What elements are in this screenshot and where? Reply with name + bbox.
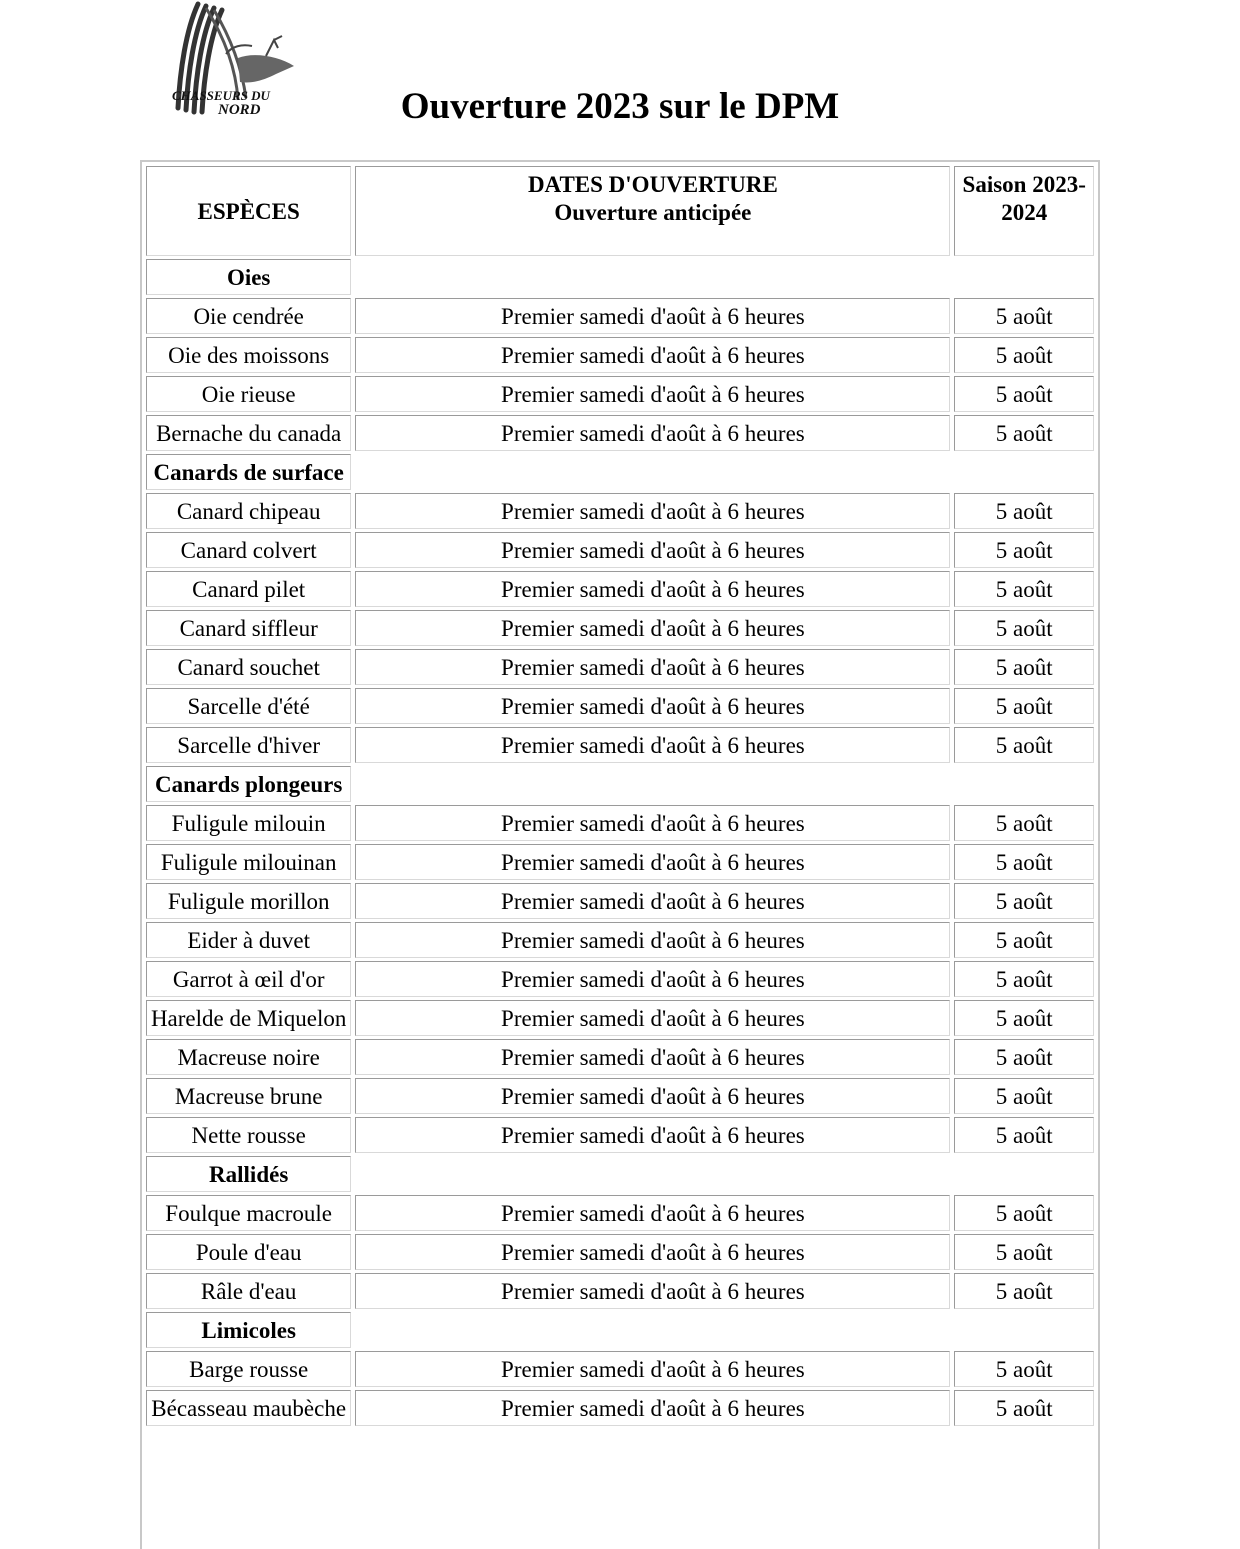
species-cell: Nette rousse <box>146 1117 351 1153</box>
date-cell: Premier samedi d'août à 6 heures <box>355 532 950 568</box>
date-cell: Premier samedi d'août à 6 heures <box>355 415 950 451</box>
season-cell: 5 août <box>954 844 1094 880</box>
species-cell: Fuligule milouinan <box>146 844 351 880</box>
category-label: Rallidés <box>146 1156 351 1192</box>
season-cell: 5 août <box>954 610 1094 646</box>
date-cell: Premier samedi d'août à 6 heures <box>355 571 950 607</box>
table-row <box>146 727 1094 763</box>
header-season-line2: 2024 <box>1001 200 1048 225</box>
date-cell: Premier samedi d'août à 6 heures <box>355 727 950 763</box>
logo-line1: CHASSEURS DU <box>172 88 270 103</box>
species-cell: Barge rousse <box>146 1351 351 1387</box>
table-row <box>146 961 1094 997</box>
season-cell: 5 août <box>954 1273 1094 1309</box>
table-row <box>146 1351 1094 1387</box>
species-cell: Eider à duvet <box>146 922 351 958</box>
season-cell: 5 août <box>954 1039 1094 1075</box>
date-cell: Premier samedi d'août à 6 heures <box>355 1039 950 1075</box>
date-cell: Premier samedi d'août à 6 heures <box>355 337 950 373</box>
season-cell: 5 août <box>954 1390 1094 1426</box>
species-cell: Râle d'eau <box>146 1273 351 1309</box>
opening-dates-table <box>140 160 1100 1549</box>
species-cell: Sarcelle d'été <box>146 688 351 724</box>
category-row <box>146 1312 1094 1348</box>
date-cell: Premier samedi d'août à 6 heures <box>355 493 950 529</box>
header-species: ESPÈCES <box>146 166 351 256</box>
table-row <box>146 298 1094 334</box>
table-row <box>146 1273 1094 1309</box>
date-cell: Premier samedi d'août à 6 heures <box>355 961 950 997</box>
table-row <box>146 532 1094 568</box>
species-cell: Canard souchet <box>146 649 351 685</box>
table-row <box>146 1195 1094 1231</box>
page-title: Ouverture 2023 sur le DPM <box>400 86 840 127</box>
date-cell: Premier samedi d'août à 6 heures <box>355 805 950 841</box>
date-cell: Premier samedi d'août à 6 heures <box>355 1390 950 1426</box>
species-cell: Foulque macroule <box>146 1195 351 1231</box>
table-row <box>146 805 1094 841</box>
season-cell: 5 août <box>954 1195 1094 1231</box>
empty-cell <box>355 259 950 295</box>
date-cell: Premier samedi d'août à 6 heures <box>355 1234 950 1270</box>
table-row <box>146 1117 1094 1153</box>
date-cell: Premier samedi d'août à 6 heures <box>355 298 950 334</box>
season-cell: 5 août <box>954 1234 1094 1270</box>
season-cell: 5 août <box>954 1351 1094 1387</box>
species-cell: Sarcelle d'hiver <box>146 727 351 763</box>
date-cell: Premier samedi d'août à 6 heures <box>355 610 950 646</box>
species-cell: Oie cendrée <box>146 298 351 334</box>
logo-line2: NORD <box>218 102 261 118</box>
season-cell: 5 août <box>954 571 1094 607</box>
header-season-line1: Saison 2023- <box>962 172 1086 197</box>
table-row <box>146 376 1094 412</box>
header-dates-line1: DATES D'OUVERTURE <box>527 172 778 197</box>
category-label: Canards plongeurs <box>146 766 351 802</box>
table-row <box>146 1078 1094 1114</box>
species-cell: Poule d'eau <box>146 1234 351 1270</box>
species-cell: Garrot à œil d'or <box>146 961 351 997</box>
empty-cell <box>355 1156 950 1192</box>
empty-cell <box>954 766 1094 802</box>
date-cell: Premier samedi d'août à 6 heures <box>355 844 950 880</box>
empty-cell <box>355 1312 950 1348</box>
header-season <box>954 166 1094 256</box>
empty-cell <box>954 259 1094 295</box>
season-cell: 5 août <box>954 493 1094 529</box>
date-cell: Premier samedi d'août à 6 heures <box>355 1195 950 1231</box>
season-cell: 5 août <box>954 1078 1094 1114</box>
table-row <box>146 922 1094 958</box>
season-cell: 5 août <box>954 337 1094 373</box>
season-cell: 5 août <box>954 1117 1094 1153</box>
category-row <box>146 1156 1094 1192</box>
species-cell: Harelde de Miquelon <box>146 1000 351 1036</box>
species-cell: Macreuse brune <box>146 1078 351 1114</box>
species-cell: Canard colvert <box>146 532 351 568</box>
table-row <box>146 1234 1094 1270</box>
date-cell: Premier samedi d'août à 6 heures <box>355 1000 950 1036</box>
season-cell: 5 août <box>954 727 1094 763</box>
empty-cell <box>954 1312 1094 1348</box>
table-row <box>146 571 1094 607</box>
table-header-row <box>146 166 1094 256</box>
species-cell: Bernache du canada <box>146 415 351 451</box>
table-row <box>146 688 1094 724</box>
table-row <box>146 844 1094 880</box>
empty-cell <box>355 766 950 802</box>
table-row <box>146 1390 1094 1426</box>
date-cell: Premier samedi d'août à 6 heures <box>355 1078 950 1114</box>
table-row <box>146 610 1094 646</box>
header-dates-line2: Ouverture anticipée <box>554 200 752 225</box>
species-cell: Fuligule milouin <box>146 805 351 841</box>
date-cell: Premier samedi d'août à 6 heures <box>355 376 950 412</box>
date-cell: Premier samedi d'août à 6 heures <box>355 1117 950 1153</box>
date-cell: Premier samedi d'août à 6 heures <box>355 883 950 919</box>
species-cell: Canard pilet <box>146 571 351 607</box>
season-cell: 5 août <box>954 298 1094 334</box>
table-row <box>146 883 1094 919</box>
species-cell: Oie des moissons <box>146 337 351 373</box>
empty-cell <box>954 1156 1094 1192</box>
date-cell: Premier samedi d'août à 6 heures <box>355 688 950 724</box>
species-cell: Canard chipeau <box>146 493 351 529</box>
species-cell: Fuligule morillon <box>146 883 351 919</box>
species-cell: Bécasseau maubèche <box>146 1390 351 1426</box>
category-row <box>146 259 1094 295</box>
season-cell: 5 août <box>954 649 1094 685</box>
season-cell: 5 août <box>954 922 1094 958</box>
table-row <box>146 337 1094 373</box>
season-cell: 5 août <box>954 805 1094 841</box>
category-label: Oies <box>146 259 351 295</box>
species-cell: Oie rieuse <box>146 376 351 412</box>
category-label: Canards de surface <box>146 454 351 490</box>
category-row <box>146 454 1094 490</box>
table-row <box>146 649 1094 685</box>
category-row <box>146 766 1094 802</box>
empty-cell <box>954 454 1094 490</box>
category-label: Limicoles <box>146 1312 351 1348</box>
season-cell: 5 août <box>954 376 1094 412</box>
season-cell: 5 août <box>954 688 1094 724</box>
date-cell: Premier samedi d'août à 6 heures <box>355 922 950 958</box>
season-cell: 5 août <box>954 1000 1094 1036</box>
header-dates <box>355 166 950 256</box>
species-cell: Macreuse noire <box>146 1039 351 1075</box>
species-cell: Canard siffleur <box>146 610 351 646</box>
date-cell: Premier samedi d'août à 6 heures <box>355 1351 950 1387</box>
table-row <box>146 493 1094 529</box>
date-cell: Premier samedi d'août à 6 heures <box>355 649 950 685</box>
date-cell: Premier samedi d'août à 6 heures <box>355 1273 950 1309</box>
season-cell: 5 août <box>954 883 1094 919</box>
table-row <box>146 1000 1094 1036</box>
season-cell: 5 août <box>954 415 1094 451</box>
season-cell: 5 août <box>954 532 1094 568</box>
table-row <box>146 415 1094 451</box>
table-row <box>146 1039 1094 1075</box>
season-cell: 5 août <box>954 961 1094 997</box>
empty-cell <box>355 454 950 490</box>
